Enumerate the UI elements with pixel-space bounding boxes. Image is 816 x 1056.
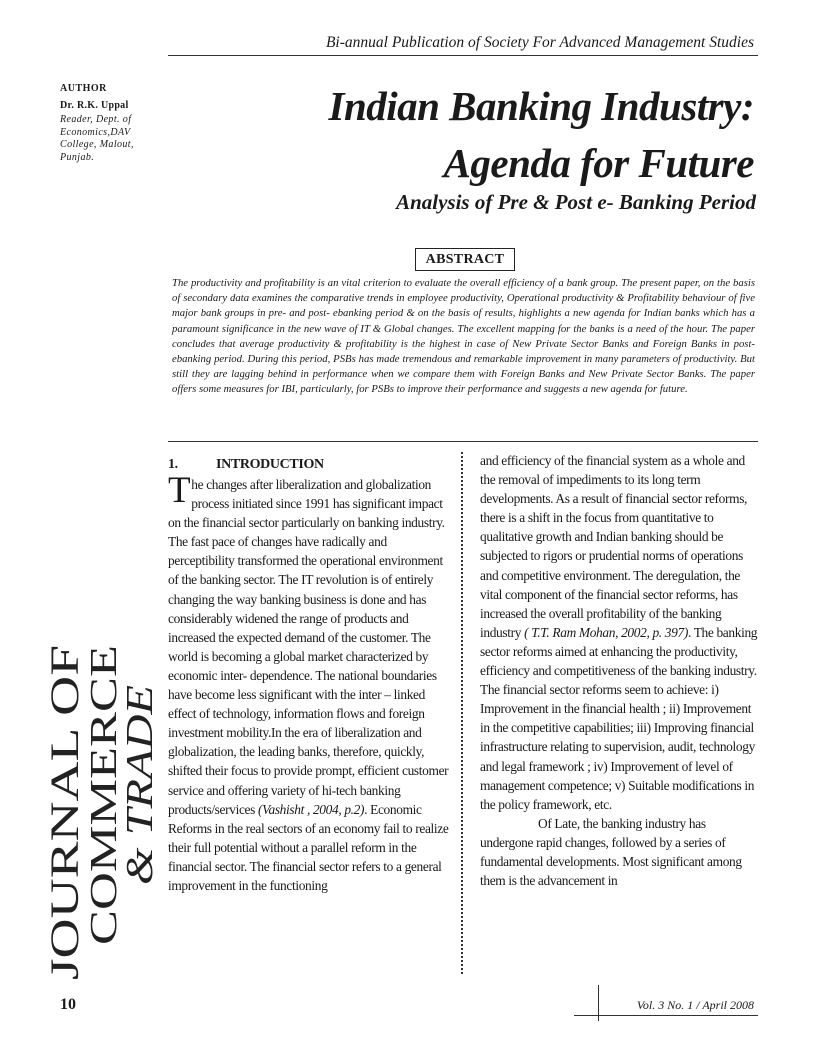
abstract-text: The productivity and profitability is an vital criterion to evaluate the overall efficiency of a bank group. The present paper, on the basis of secondary data examines the comparative trends in employee productivity, Operational productivity & Profitability behaviour of five major bank groups in pre- and post- ebanking period & on the basis of results, highlights a new agenda for Indian banks which has a paramount significance in the new wave of IT & Global changes. The excellent mapping for the banks is a need of the hour. The paper concludes that average productivity & profitability is the highest in case of New Private Sector Banks and Foreign Banks in post- ebanking period. During this period, PSBs has made tremendous and remarkable improvement in many parameters of productivity. But still they are lagging behind in performance when we compare them with Foreign Banks and New Private Sector Banks. The paper offers some measures for IBI, particularly, for PSBs to improve their performance and suggests a new agenda for future.	[172, 277, 755, 396]
citation-ram-mohan: ( T.T. Ram Mohan, 2002, p. 397)	[524, 624, 688, 640]
citation-vashisht: (Vashisht , 2004, p.2)	[258, 801, 365, 817]
article-title	[328, 78, 754, 192]
intro-paragraph	[168, 470, 452, 895]
abstract-rule	[168, 441, 758, 442]
journal-side-title	[26, 645, 161, 980]
section-number: 1.	[168, 457, 178, 472]
section-heading	[168, 455, 452, 475]
article-subtitle: Analysis of Pre & Post e- Banking Period	[396, 190, 756, 214]
footer-rule	[574, 1015, 758, 1016]
journal-line-1: JOURNAL OF	[42, 738, 87, 980]
volume-info: Vol. 3 No. 1 / April 2008	[636, 998, 754, 1012]
intro-text: he changes after liberalization and globalization process initiated since 1991 has significant impact on the financial sector particularly on banking industry. The fast pace of changes have radically and perceptibility transformed the operational environment of the banking sector. The IT revolution is of entirely changing the way banking business is done and has considerably widened the range of products and increased the expected demand of the customer. The world is becoming a global market characterized by economic inter- dependence. The national boundaries have become less significant with the inter – linked effect of technology, information flows and foreign investment mobility.In the era of liberalization and globalization, the leading banks, therefore, quickly, shifted their focus to provide prompt, efficient customer service and offering variety of hi-tech banking products/services	[168, 477, 449, 817]
title-line-2: Agenda for Future	[443, 140, 754, 186]
abstract-label: ABSTRACT	[415, 248, 515, 271]
reforms-text: and efficiency of the financial system as a whole and the removal of impediments to its long term developments. As a result of financial sector reforms, there is a shift in the focus from quantitative to qualitative growth and Indian banking should be subjected to rigors or prudential norms of operations and competitive environment. The deregulation, the vital component of the financial sector reforms, has increased the overall profitability of the banking industry	[480, 453, 748, 640]
reforms-paragraph	[480, 451, 758, 814]
page-number: 10	[60, 996, 76, 1013]
journal-line-3: & TRADE	[119, 727, 161, 885]
header-rule	[168, 55, 758, 56]
drop-cap: T	[168, 470, 191, 511]
late-paragraph: Of Late, the banking industry has undergone rapid changes, followed by a series of fundamental developments. Most significant among them is the advancement in	[480, 815, 742, 889]
section-title: INTRODUCTION	[216, 457, 324, 472]
author-label: AUTHOR	[60, 83, 107, 94]
journal-line-2: COMMERCE	[83, 727, 125, 945]
body-column-right	[480, 451, 758, 890]
title-line-1: Indian Banking Industry:	[328, 83, 754, 129]
author-affiliation: Reader, Dept. of Economics,DAV College, Malout, Punjab.	[60, 114, 134, 163]
running-head: Bi-annual Publication of Society For Advanced Management Studies	[325, 34, 754, 51]
intro-text-cont: . Economic Reforms in the real sectors of an economy fail to realize their full potential without a parallel reform in the financial sector. The financial sector refers to a general improvement in the functioning	[168, 801, 449, 893]
reforms-text-cont: . The banking sector reforms aimed at enhancing the productivity, efficiency and competitiveness of the banking industry. The financial sector reforms seem to achieve: i) Improvement in the financial health ; ii) Improvement in the competitive capabilities; iii) Improving financial infrastructure relating to supervision, audit, technology and legal framework ; iv) Improvement of level of management competence; v) Suitable modifications in the policy framework, etc.	[480, 624, 758, 812]
body-column-left	[168, 455, 452, 895]
author-name: Dr. R.K. Uppal	[60, 100, 129, 111]
column-divider	[461, 452, 463, 974]
